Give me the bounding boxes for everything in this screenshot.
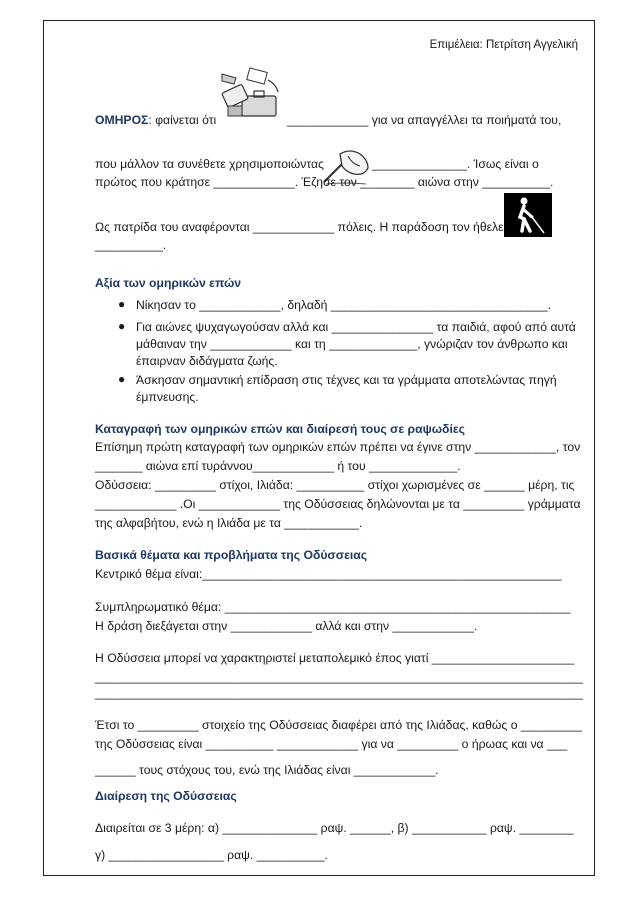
intro-line-2a: που μάλλον τα συνέθετε χρησιμοποιώντας — [95, 157, 324, 171]
themes-line-2: Συμπληρωματικό θέμα: ___________________________________________________ — [95, 600, 571, 614]
themes-line-1: Κεντρικό θέμα είναι:_____________________________________________________ — [95, 567, 562, 581]
value-bullet-3-l1: Άσκησαν σημαντική επίδραση στις τέχνες και τα γράμματα αποτελώντας πηγή — [136, 373, 557, 387]
section-title-recording: Καταγραφή των ομηρικών επών και διαίρεσή τους σε ραψωδίες — [95, 422, 465, 436]
themes-line-5: ________________________________________________________________________ — [95, 670, 584, 684]
themes-line-8: της Οδύσσειας είναι __________ ____________ για να _________ ο ήρωας και να ___ — [95, 737, 568, 751]
intro-line-4: Ως πατρίδα του αναφέρονται ____________ πόλεις. Η παράδοση τον ήθελε — [95, 220, 504, 234]
blind-person-icon — [504, 193, 552, 237]
themes-line-9: ______ τους στόχους του, ενώ της Ιλιάδας είναι ____________. — [95, 763, 439, 777]
recording-line-4: ____________ .Οι ____________ της Οδύσσειας δηλώνονται με τα _________ γράμματα — [95, 497, 581, 511]
value-bullet-2-l2: μάθαιναν την ____________ και τη _____________, γνώριζαν τον άνθρωπο και — [136, 337, 568, 351]
bullet-icon: ● — [118, 297, 126, 311]
intro-line-1 — [95, 112, 216, 129]
themes-line-7: Έτσι το _________ στοιχείο της Οδύσσειας διαφέρει από της Ιλιάδας, καθώς ο _________ — [95, 718, 582, 732]
value-bullet-2-l3: έπαιρναν διδάγματα ζωής. — [136, 354, 278, 368]
intro-line-3: πρώτος που κράτησε ____________. Έζησε τον ________ αιώνα στην __________. — [95, 175, 554, 189]
recording-line-2: _______ αιώνα επί τυράννου____________ ή του _____________. — [95, 459, 461, 473]
bullet-icon: ● — [118, 372, 126, 386]
section-title-value: Αξία των ομηρικών επών — [95, 276, 242, 290]
intro-line-5: __________. — [95, 238, 167, 252]
value-bullet-1: Νίκησαν το ____________, δηλαδή ________________________________. — [136, 298, 552, 312]
recording-line-1: Επίσημη πρώτη καταγραφή των ομηρικών επών πρέπει να έγινε στην ____________, τον — [95, 440, 581, 454]
homer-label: ΟΜΗΡΟΣ — [95, 113, 149, 127]
intro-line-2b: ______________. Ίσως είναι ο — [372, 157, 539, 171]
themes-line-4: Η Οδύσσεια μπορεί να χαρακτηριστεί μεταπολεμικό έπος γιατί _____________________ — [95, 651, 575, 665]
section-title-themes: Βασικά θέματα και προβλήματα της Οδύσσειας — [95, 548, 368, 562]
value-bullet-3-l2: έμπνευσης. — [136, 390, 199, 404]
section-title-division: Διαίρεση της Οδύσσειας — [95, 789, 237, 803]
themes-line-6: ________________________________________________________________________ — [95, 686, 584, 700]
author-credit: Επιμέλεια: Πετρίτση Αγγελική — [429, 39, 578, 51]
recording-line-5: της αλφαβήτου, ενώ η Ιλιάδα με τα ___________. — [95, 516, 363, 530]
division-line-1: Διαιρείται σε 3 μέρη: α) ______________ ραψ. ______, β) ___________ ραψ. ________ — [95, 821, 574, 835]
intro-line-1a: : φαίνεται ότι — [148, 113, 217, 127]
value-bullet-2-l1: Για αιώνες ψυχαγωγούσαν αλλά και _______________ τα παιδιά, αφού από αυτά — [136, 320, 576, 334]
themes-line-3: Η δράση διεξάγεται στην ____________ αλλά και στην ____________. — [95, 619, 478, 633]
travel-luggage-icon — [218, 66, 286, 120]
recording-line-3: Οδύσσεια: _________ στίχοι, Ιλιάδα: __________ στίχοι χωρισμένες σε ______ μέρη, τις — [95, 478, 575, 492]
division-line-2: γ) _________________ ραψ. __________. — [95, 848, 328, 862]
intro-line-1b: ____________ για να απαγγέλλει τα ποιήματά του, — [287, 113, 562, 127]
bullet-icon: ● — [118, 319, 126, 333]
